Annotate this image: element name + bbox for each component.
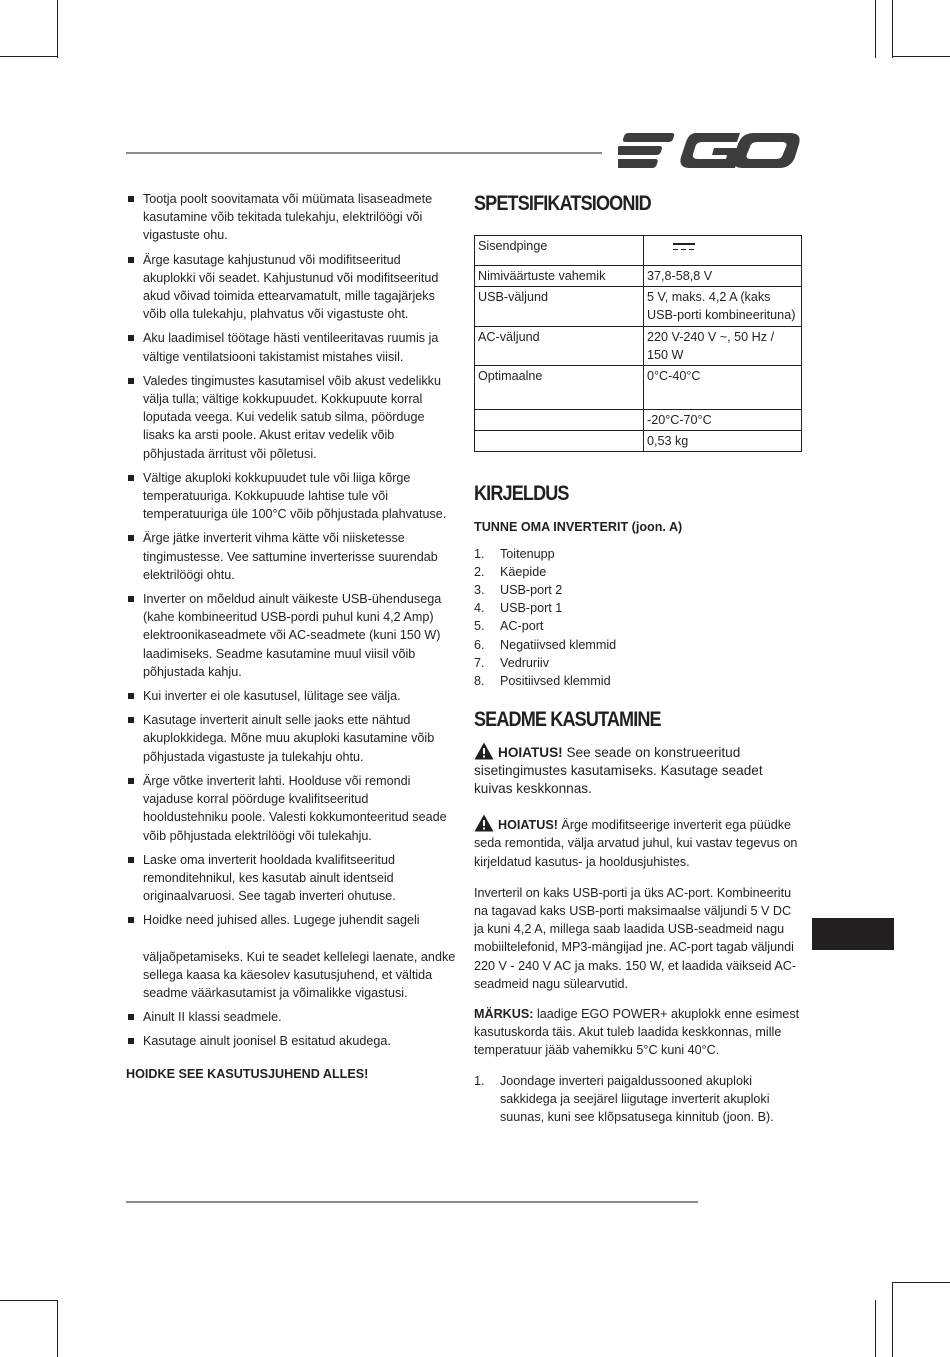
list-item: Kui inverter ei ole kasutusel, lülitage see välja.: [126, 687, 456, 705]
right-column: [474, 190, 804, 1126]
spec-value: 5 V, maks. 4,2 A (kaks USB-porti kombineerituna): [644, 287, 802, 326]
table-row: [475, 266, 802, 287]
list-item: Valedes tingimustes kasutamisel võib akust vedelikku välja tulla; vältige kokkupuudet. Kokkupuute korral loputada veega. Kui vedelik satub silma, pöörduge lisaks ka arsti poole. Akust eritav vedelik võib põhjustada ärritust või põletusi.: [126, 372, 456, 463]
bullet-icon: [128, 857, 134, 863]
list-item: 3. USB-port 2: [474, 583, 563, 598]
crop-mark: [892, 1282, 950, 1283]
list-item: Kasutage ainult joonisel B esitatud akudega.: [126, 1032, 456, 1050]
spec-label: [475, 431, 644, 452]
bullet-icon: [128, 693, 134, 699]
bullet-icon: [128, 1038, 134, 1044]
spec-label: [475, 410, 644, 431]
list-item: Kasutage inverterit ainult selle jaoks ette nähtud akuplokkidega. Mõne muu akuploki kasutamine võib põhjustada vigastuste ja tulekahju ohtu.: [126, 711, 456, 766]
spec-value: 220 V-240 V ~, 50 Hz / 150 W: [644, 326, 802, 365]
list-item: Tootja poolt soovitamata või müümata lisaseadmete kasutamine võib tekitada tulekahju, elektrilöögi või vigastuste ohu.: [126, 190, 456, 245]
crop-mark: [875, 0, 876, 58]
bullet-icon: [128, 257, 134, 263]
bullet-icon: [128, 596, 134, 602]
parts-list: [474, 545, 804, 691]
usage-paragraph: Inverteril on kaks USB-porti ja üks AC-port. Kombineeritu na tagavad kaks USB-porti maksimaalse väljundi 5 V DC ja kuni 4,2 A, millega saab laadida USB-seadmeid nagu mobiiltelefonid, MP3-mängijad jne. AC-port tagab väljundi 220 V - 240 V AC ja maks. 150 W, et laadida väikseid AC-seadmeid nagu sülearvutid.: [474, 885, 797, 991]
header-rule: [126, 152, 602, 154]
spec-value: [644, 236, 802, 266]
bullet-icon: [128, 475, 134, 481]
crop-mark: [0, 56, 58, 57]
crop-mark: [875, 1300, 876, 1357]
list-item-continuation: väljaõpetamiseks. Kui te seadet kellelegi laenate, andke sellega kaasa ka käesolev kasutusjuhend, et vältida seadme väärkasutamist ja võimalikke vigastusi.: [143, 949, 456, 1000]
list-item: Ärge võtke inverterit lahti. Hoolduse või remondi vajaduse korral pöörduge kvalifitseeritud hooldustehniku poole. Valesti kokkumonteeritud seade võib põhjustada elektrilöögi või tulekahju.: [126, 772, 456, 845]
step-item: 1. Joondage inverteri paigaldussooned akuploki sakkidega ja seejärel liigutage inverterit akuploki suunas, kuni see klõpsatusega kinnitub (joon. B).: [474, 1073, 774, 1125]
list-item: 7. Vedruriiv: [474, 655, 549, 670]
spec-label: AC-väljund: [475, 326, 644, 365]
table-row: [475, 236, 802, 266]
ego-logo: [618, 130, 800, 172]
crop-mark: [892, 0, 893, 58]
safety-list: [126, 190, 456, 1051]
table-row: [475, 410, 802, 431]
spec-label: Sisendpinge: [475, 236, 644, 266]
keep-manual-notice: HOIDKE SEE KASUTUSJUHEND ALLES!: [126, 1066, 369, 1081]
dc-symbol-icon: [673, 243, 695, 250]
warning-icon: [474, 814, 494, 832]
crop-mark: [892, 1282, 893, 1357]
spec-label: USB-väljund: [475, 287, 644, 326]
list-item: Ainult II klassi seadmele.: [126, 1008, 456, 1026]
safety-instructions: [126, 190, 456, 1083]
footer-rule: [126, 1201, 698, 1203]
spec-value: 0,53 kg: [644, 431, 802, 452]
spec-heading: SPETSIFIKATSIOONID: [474, 192, 651, 215]
list-item: Ärge kasutage kahjustunud või modifitseeritud akuplokki või seadet. Kahjustunud või modifitseeritud akud võivad toimida ettearvamatult, mille tagajärjeks võib olla tulekahju, plahvatus või vigastuste oht.: [126, 251, 456, 324]
spec-value: 0°C-40°C: [644, 366, 802, 410]
bullet-icon: [128, 778, 134, 784]
spec-label: Nimiväärtuste vahemik: [475, 266, 644, 287]
table-row: [475, 326, 802, 365]
usage-heading: SEADME KASUTAMINE: [474, 708, 661, 732]
description-heading: KIRJELDUS: [474, 482, 569, 506]
bullet-icon: [128, 1014, 134, 1020]
list-item: Hoidke need juhised alles. Lugege juhendit sageli väljaõpetamiseks. Kui te seadet kellelegi laenate, andke sellega kaasa ka käesolev kasutusjuhend, et vältida seadme väärkasutamist ja võimalikke vigastusi.: [126, 911, 456, 1002]
warning-1: HOIATUS! See seade on konstrueeritud sisetingimustes kasutamiseks. Kasutage seadet kuivas keskkonnas.: [474, 742, 804, 798]
bullet-icon: [128, 717, 134, 723]
table-row: [475, 287, 802, 326]
list-item: 2. Käepide: [474, 564, 547, 579]
bullet-icon: [128, 535, 134, 541]
list-item: 8. Positiivsed klemmid: [474, 674, 611, 689]
list-item: 4. USB-port 1: [474, 601, 563, 616]
spec-value: 37,8-58,8 V: [644, 266, 802, 287]
bullet-icon: [128, 335, 134, 341]
warning-icon: [474, 742, 494, 760]
spec-table: [474, 235, 802, 452]
list-item: 6. Negatiivsed klemmid: [474, 637, 617, 652]
list-item: 5. AC-port: [474, 619, 544, 634]
spec-value: -20°C-70°C: [644, 410, 802, 431]
list-item: Ärge jätke inverterit vihma kätte või niisketesse tingimustesse. Vee sattumine inverterisse suurendab elektrilöögi ohtu.: [126, 529, 456, 584]
note-paragraph: MÄRKUS: laadige EGO POWER+ akuplokk enne esimest kasutuskorda täis. Akut tuleb laadida keskkonnas, mille temperatuur jääb vahemikku 5°C kuni 40°C.: [474, 1007, 800, 1058]
crop-mark: [57, 1300, 58, 1357]
crop-mark: [0, 1300, 58, 1301]
crop-mark: [892, 56, 950, 57]
bullet-icon: [128, 196, 134, 202]
bullet-icon: [128, 378, 134, 384]
list-item: 1. Toitenupp: [474, 546, 555, 561]
warning-2: HOIATUS! Ärge modifitseerige inverterit ega püüdke seda remontida, välja arvatud juhul, kui vastav tegevus on kirjeldatud kasutus- ja hooldusjuhistes.: [474, 814, 804, 871]
spec-label: Optimaalne: [475, 366, 644, 410]
list-item: Inverter on mõeldud ainult väikeste USB-ühendusega (kahe kombineeritud USB-pordi puhul kuni 4,2 Amp) elektroonikaseadmete või AC-seadmete (kuni 150 W) laadimiseks. Seadme kasutamine muul viisil võib põhjustada kahju.: [126, 590, 456, 681]
table-row: [475, 431, 802, 452]
list-item: Vältige akuploki kokkupuudet tule või liiga kõrge temperatuuriga. Kokkupuude lahtise tule või temperatuuriga üle 100°C võib põhjustada plahvatuse.: [126, 469, 456, 524]
language-tab: [812, 918, 894, 950]
list-item: Laske oma inverterit hooldada kvalifitseeritud remonditehnikul, kes kasutab ainult identseid originaalvaruosi. See tagab inverteri ohutuse.: [126, 851, 456, 906]
list-item: Aku laadimisel töötage hästi ventileeritavas ruumis ja vältige ventilatsiooni takistamist mistahes viisil.: [126, 329, 456, 365]
description-subheading: TUNNE OMA INVERTERIT (joon. A): [474, 520, 683, 535]
crop-mark: [57, 0, 58, 58]
bullet-icon: [128, 917, 134, 923]
table-row: [475, 366, 802, 410]
